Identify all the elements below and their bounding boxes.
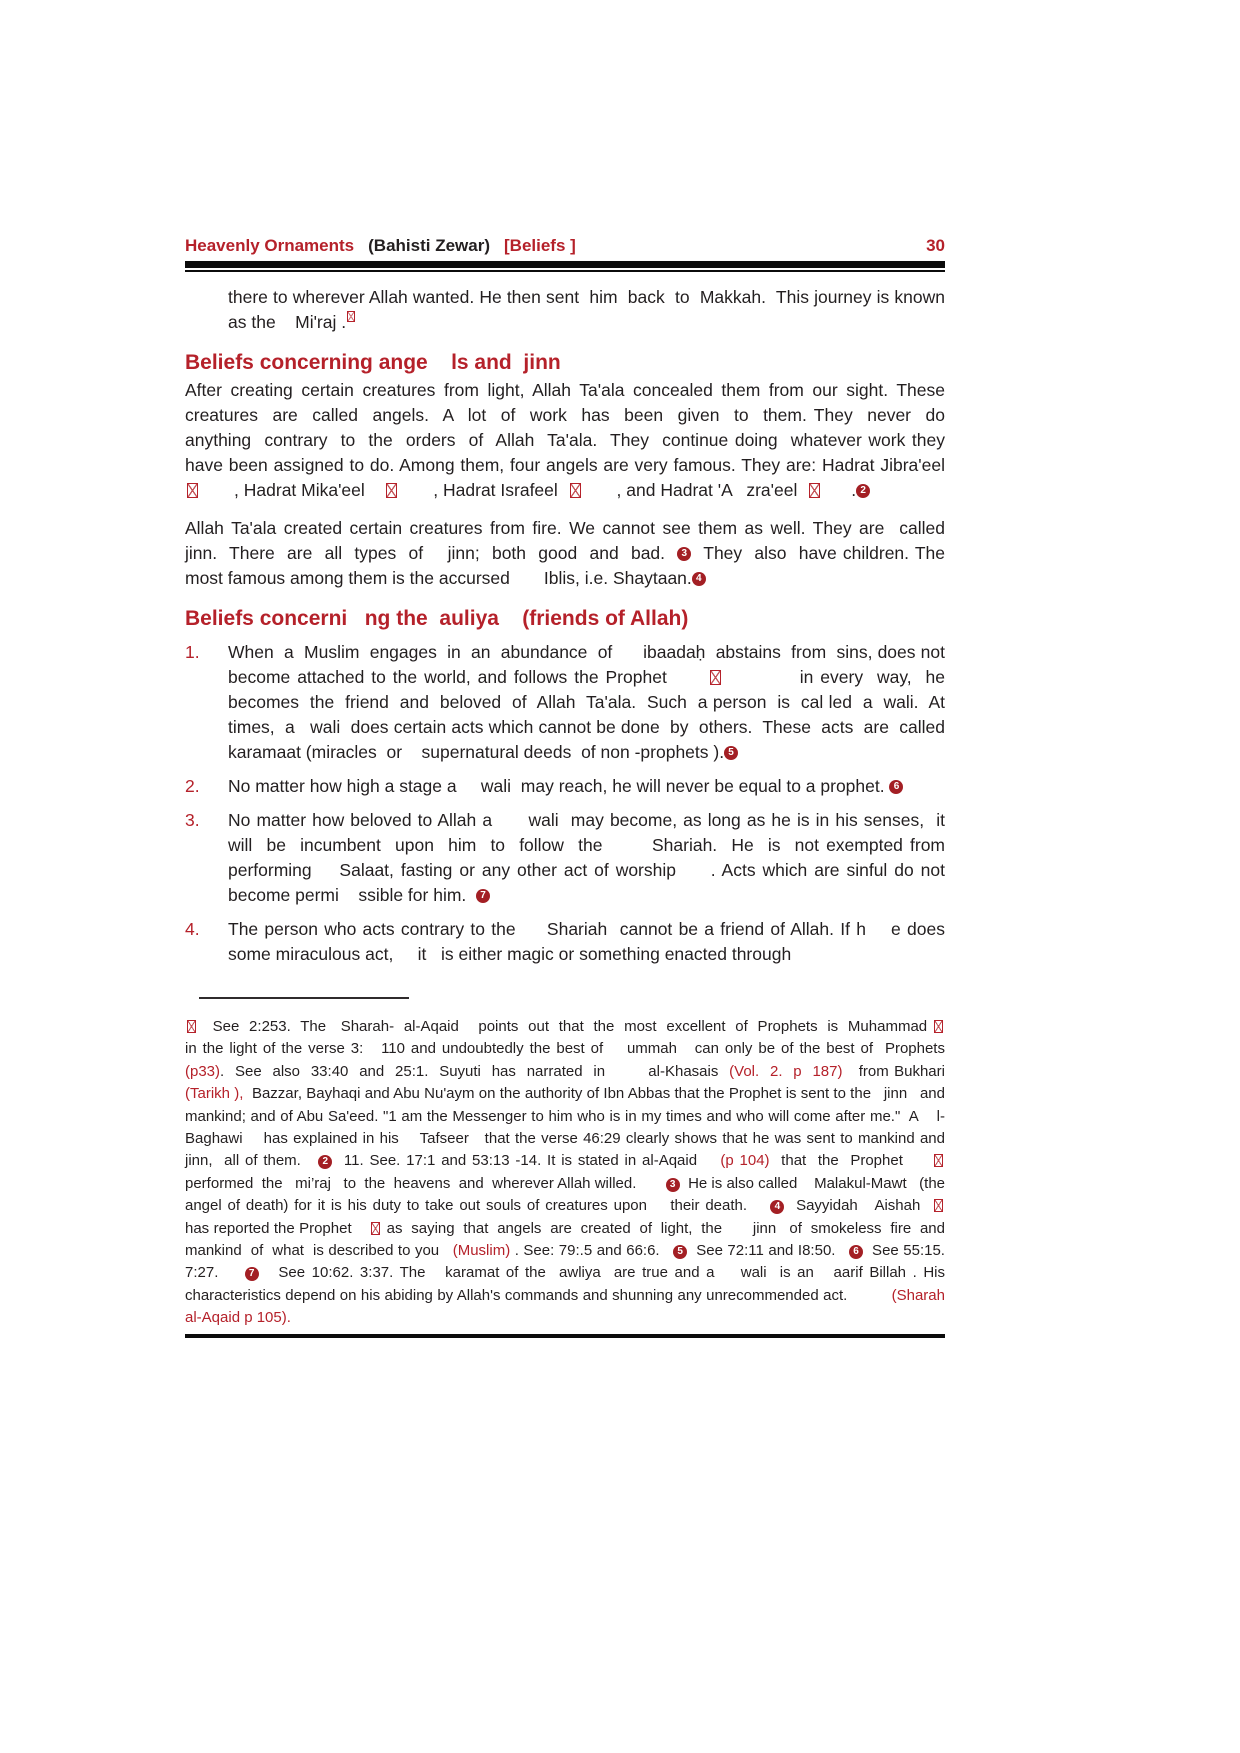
- footnote-marker: 2: [856, 484, 870, 498]
- list-item-3: [185, 808, 955, 908]
- header-rule: [185, 261, 945, 272]
- text-run: has reported the Prophet: [185, 1197, 983, 1237]
- missing-glyph-icon: [347, 311, 355, 322]
- footnote-marker: 5: [673, 1245, 687, 1259]
- footnote-marker: 2: [318, 1155, 332, 1169]
- footnote-separator: [199, 997, 409, 999]
- list-item-text: [228, 774, 945, 799]
- text-run: 11. See. 17:1 and 53:13 -14. It is stated in al-Aqaid: [332, 1152, 721, 1170]
- bottom-rule: [185, 1334, 945, 1338]
- running-title: [185, 236, 590, 256]
- text-run: (p33): [185, 1062, 221, 1080]
- footnote-marker: 5: [724, 746, 738, 760]
- missing-glyph-icon: [187, 1020, 196, 1033]
- list-item-text: [228, 808, 955, 908]
- text-run: Bazzar, Bayhaqi and Abu Nu'aym on the authority of Ibn Abbas that the Prophet is sent to the jinn and mankind; and of Abu Sa'eed. "1 am the Messenger to him who is in my times and who will come after me." A l-Baghawi has explained in his Tafseer that the verse 46:29 clearly shows that he was sent to mankind and jinn, all of them.: [185, 1085, 971, 1170]
- text-run: Sayyidah Aishah: [784, 1197, 932, 1215]
- text-run: Allah Ta'ala created certain creatures from fire. We cannot see them as well. They are called jinn. There are all types of jinn; both good and bad.: [185, 518, 960, 563]
- section-label: [Beliefs ]: [504, 236, 576, 255]
- text-run: . See also 33:40 and 25:1. Suyuti has narrated in al-Khasais: [220, 1062, 730, 1080]
- footnote-marker: 3: [677, 547, 691, 561]
- list-number: 2.: [185, 776, 200, 796]
- book-subtitle: (Bahisti Zewar): [368, 236, 490, 255]
- footnote-marker: 4: [770, 1200, 784, 1214]
- missing-glyph-icon: [710, 670, 721, 685]
- page-number: 30: [926, 236, 945, 255]
- footnote-marker: 3: [666, 1178, 680, 1192]
- list-item-1: [185, 640, 970, 765]
- text-run: See 2:253. The Sharah- al-Aqaid points out that the most excellent of Prophets is Muhammad: [198, 1018, 932, 1035]
- footnote-marker: 6: [889, 780, 903, 794]
- text-run: He is also called Malakul-Mawt (the angel of death) for it is his duty to take out souls of creatures upon their death.: [185, 1174, 950, 1215]
- text-run: .: [822, 480, 857, 500]
- text-run: (Tarikh ),: [185, 1085, 244, 1103]
- list-number: 4.: [185, 919, 200, 939]
- book-title: Heavenly Ornaments: [185, 236, 355, 255]
- text-run: , Hadrat Israfeel: [399, 480, 568, 500]
- page-header: [185, 236, 945, 256]
- missing-glyph-icon: [934, 1154, 943, 1167]
- missing-glyph-icon: [371, 1222, 380, 1235]
- paragraph-angels: [185, 378, 975, 503]
- text-run: They also have children. The most famous among them is the accursed Iblis, i.e. Shaytaan.: [185, 543, 950, 588]
- text-run: there to wherever Allah wanted. He then sent him back to Makkah. This journey is known as the Mi'raj .: [228, 287, 950, 332]
- text-run: After creating certain creatures from light, Allah Ta'ala concealed them from our sight. These creatures are called angels. A lot of work has been given to them. They never do anything contrary to the orders of Allah Ta'ala. They continue doing whatever work they have been assigned to do. Among them, four angels are very famous. They are: Hadrat Jibra'eel: [185, 380, 975, 475]
- heading-auliya: Beliefs concerni ng the auliya (friends of Allah): [185, 607, 689, 630]
- paragraph-jinn: [185, 516, 960, 591]
- paragraph-miraj: [185, 285, 950, 335]
- list-item-2: [185, 774, 945, 799]
- footnote-marker: 7: [476, 889, 490, 903]
- text-run: When a Muslim engages in an abundance of ibaadaḥ abstains from sins, does not become attached to the world, and follows the Prophet: [228, 642, 950, 687]
- text-run: (Vol. 2. p 187): [729, 1062, 843, 1080]
- text-run: , Hadrat Mika'eel: [200, 480, 385, 500]
- text-run: (Muslim): [452, 1242, 511, 1260]
- text-run: No matter how high a stage a wali may reach, he will never be equal to a prophet.: [228, 776, 890, 796]
- footnote-marker: 7: [245, 1267, 259, 1281]
- missing-glyph-icon: [809, 483, 820, 498]
- text-run: in the light of the verse 3: 110 and undoubtedly the best of ummah can only be of the best of Prophets: [185, 1018, 1000, 1058]
- text-run: performed the mi’raj to the heavens and wherever Allah willed.: [185, 1152, 1008, 1192]
- text-run: , and Hadrat 'A zra'eel: [582, 480, 808, 500]
- list-number: 1.: [185, 642, 200, 662]
- text-run: from Bukhari: [842, 1062, 958, 1080]
- text-run: . See: 79:.5 and 66:6.: [510, 1242, 674, 1260]
- list-item-text: [228, 917, 950, 967]
- missing-glyph-icon: [187, 483, 198, 498]
- text-run: that the Prophet: [769, 1152, 932, 1170]
- footnote-marker: 6: [849, 1245, 863, 1259]
- text-run: (Sharah al-Aqaid p 105).: [185, 1286, 950, 1327]
- missing-glyph-icon: [934, 1020, 943, 1033]
- text-run: as saying that angels are created of light, the jinn of smokeless fire and mankind of what is described to you: [185, 1219, 954, 1260]
- footnote-marker: 4: [692, 572, 706, 586]
- text-run: in every way, he becomes the friend and beloved of Allah Ta'ala. Such a person is cal led a wali. At times, a wali does certain acts which cannot be done by others. These acts are called karamaat (miracles or supernatural deeds of non -prophets ).: [228, 667, 970, 762]
- text-run: (p 104): [720, 1152, 770, 1170]
- text-run: No matter how beloved to Allah a wali may become, as long as he is in his senses, it will be incumbent upon him to follow the Shariah. He is not exempted from performing Salaat, fasting or any other act of worship . Acts which are sinful do not become permi ssible for him.: [228, 810, 955, 905]
- heading-angels-jinn: Beliefs concerning ange ls and jinn: [185, 351, 561, 374]
- missing-glyph-icon: [934, 1199, 943, 1212]
- beliefs-list: [185, 640, 970, 967]
- text-run: See 55:15. 7:27.: [185, 1242, 950, 1282]
- text-run: See 10:62. 3:37. The karamat of the awliya are true and a wali is an aarif Billah . His characteristics depend on his abiding by Allah's commands and shunning any unrecommended act.: [185, 1264, 950, 1304]
- footnotes-block: [185, 1016, 1008, 1330]
- text-run: See 72:11 and I8:50.: [687, 1242, 850, 1260]
- text-run: The person who acts contrary to the Shariah cannot be a friend of Allah. If h e does some miraculous act, it is either magic or something enacted through: [228, 919, 950, 964]
- missing-glyph-icon: [570, 483, 581, 498]
- list-item-text: [228, 640, 970, 765]
- list-item-4: [185, 917, 950, 967]
- missing-glyph-icon: [386, 483, 397, 498]
- list-number: 3.: [185, 810, 200, 830]
